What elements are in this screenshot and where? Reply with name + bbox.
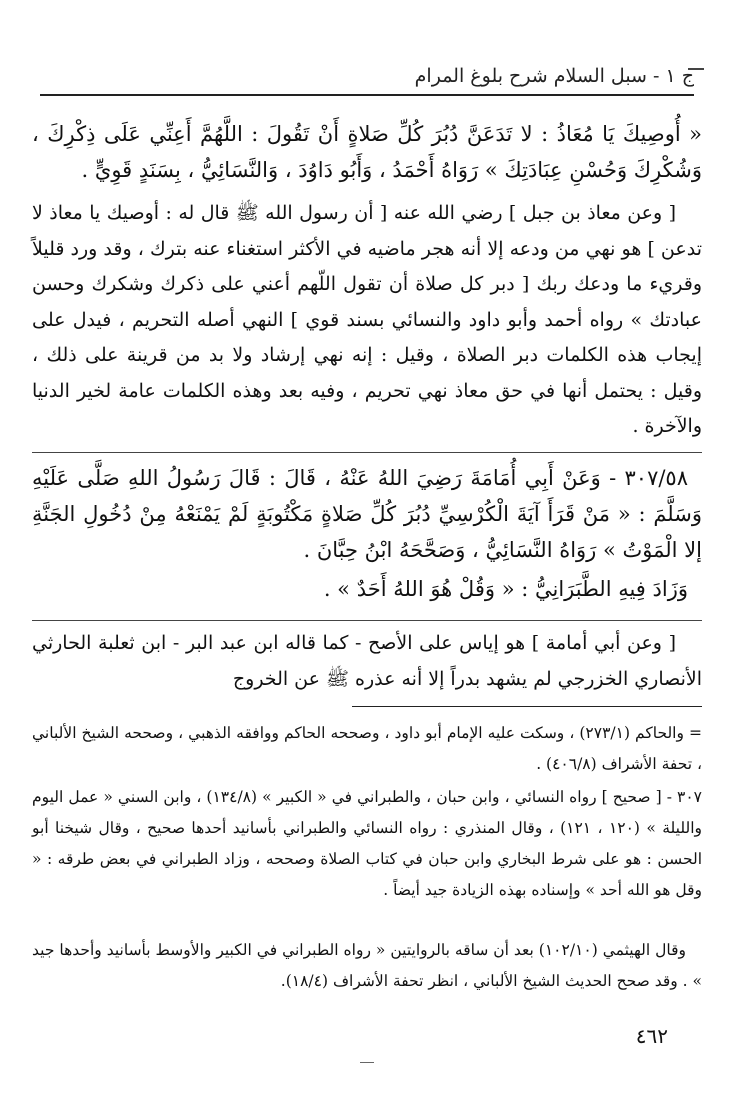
page-number: ٤٦٢ [635,1024,668,1048]
footnote-rule [352,706,702,707]
footnote-continuation-block [32,718,702,780]
sharh-58-text: [ وعن أبي أمامة ] هو إياس على الأصح - كما قاله ابن عبد البر - ابن ثعلبة الحارثي الأنصاري الخزرجي لم يشهد بدراً إلا أنه عذره ﷺ عن الخروج [32,632,702,690]
footnote-307-block [32,782,702,906]
running-title: ج ١ - سبل السلام شرح بلوغ المرام [414,65,694,87]
section-divider-2 [32,620,702,621]
hadith-58-addition: وَزَادَ فِيهِ الطَّبَرَانِيُّ : « وَقُلْ هُوَ اللهُ أَحَدٌ » . [323,577,688,601]
sharh-57-text: [ وعن معاذ بن جبل ] رضي الله عنه [ أن رسول الله ﷺ قال له : أوصيك يا معاذ لا تدعن ] هو نهي من ودعه إلا أنه هجر ماضيه في الأكثر استغناء عنه بترك ، وقد ورد قليلاً وقريء ما ودعك ربك [ دبر كل صلاة أن تقول اللّهم أعني على ذكرك وشكرك وحسن عبادتك » رواه أحمد وأبو داود والنسائي بسند قوي ] النهي أصله التحريم ، فيدل على إيجاب هذه الكلمات دبر الصلاة ، وقيل : إنه نهي إرشاد ولا بد من قرينة على ذلك ، وقيل : يحتمل أنها في حق معاذ نهي تحريم ، وفيه بعد وهذه الكلمات عامة لخير الدنيا والآخرة . [32,202,702,437]
sharh-57-block [32,196,702,445]
hadith-58-text: ٣٠٧/٥٨ - وَعَنْ أَبِي أُمَامَةَ رَضِيَ اللهُ عَنْهُ ، قَالَ : قَالَ رَسُولُ اللهِ صَلَّى عَلَيْهِ وَسَلَّمَ : « مَنْ قَرَأَ آيَةَ الْكُرْسِيِّ دُبُرَ كُلِّ صَلاةٍ مَكْتُوبَةٍ لَمْ يَمْنَعْهُ مِنْ دُخُولِ الجَنَّةِ إلا الْمَوْتُ » رَوَاهُ النَّسَائِيُّ ، وَصَحَّحَهُ ابْنُ حِبَّانَ . [32,466,702,562]
sharh-58-block [32,626,702,697]
footnote-continuation: = والحاكم (٢٧٣/١) ، وسكت عليه الإمام أبو داود ، وصححه الحاكم ووافقه الذهبي ، وصححه الشيخ الألباني ، تحفة الأشراف (٤٠٦/٨) . [32,724,702,773]
footnote-haythami: وقال الهيثمي (١٠٢/١٠) بعد أن ساقه بالروايتين « رواه الطبراني في الكبير والأوسط بأسانيد وأحدها جيد » . وقد صحح الحديث الشيخ الألباني ، انظر تحفة الأشراف (١٨/٤). [32,941,702,990]
bottom-mark [360,1062,374,1063]
section-divider [32,452,702,453]
hadith-58-block [32,460,702,568]
hadith-57-block [32,116,702,188]
hadith-57-text: « أُوصِيكَ يَا مُعَاذُ : لا تَدَعَنَّ دُبُرَ كُلِّ صَلاةٍ أَنْ تَقُولَ : اللَّهُمَّ أَعِنِّي عَلَى ذِكْرِكَ ، وَشُكْرِكَ وَحُسْنِ عِبَادَتِكَ » رَوَاهُ أَحْمَدُ ، وَأَبُو دَاوُدَ ، وَالنَّسَائِيُّ ، بِسَنَدٍ قَوِيٍّ . [32,122,702,182]
hadith-58-addition-block [32,571,702,607]
footnote-haythami-block [32,935,702,997]
footnote-307: ٣٠٧ - [ صحيح ] رواه النسائي ، وابن حبان ، والطبراني في « الكبير » (١٣٤/٨) ، وابن السني « عمل اليوم والليلة » (١٢٠ ، ١٢١) ، وقال المنذري : رواه النسائي والطبراني بأسانيد أحدها صحيح ، وقال شيخنا أبو الحسن : هو على شرط البخاري وابن حبان في كتاب الصلاة وصححه ، وزاد الطبراني في بعض طرقه : « وقل هو الله أحد » وإسناده بهذه الزيادة جيد أيضاً . [32,788,702,899]
running-header [40,58,694,96]
